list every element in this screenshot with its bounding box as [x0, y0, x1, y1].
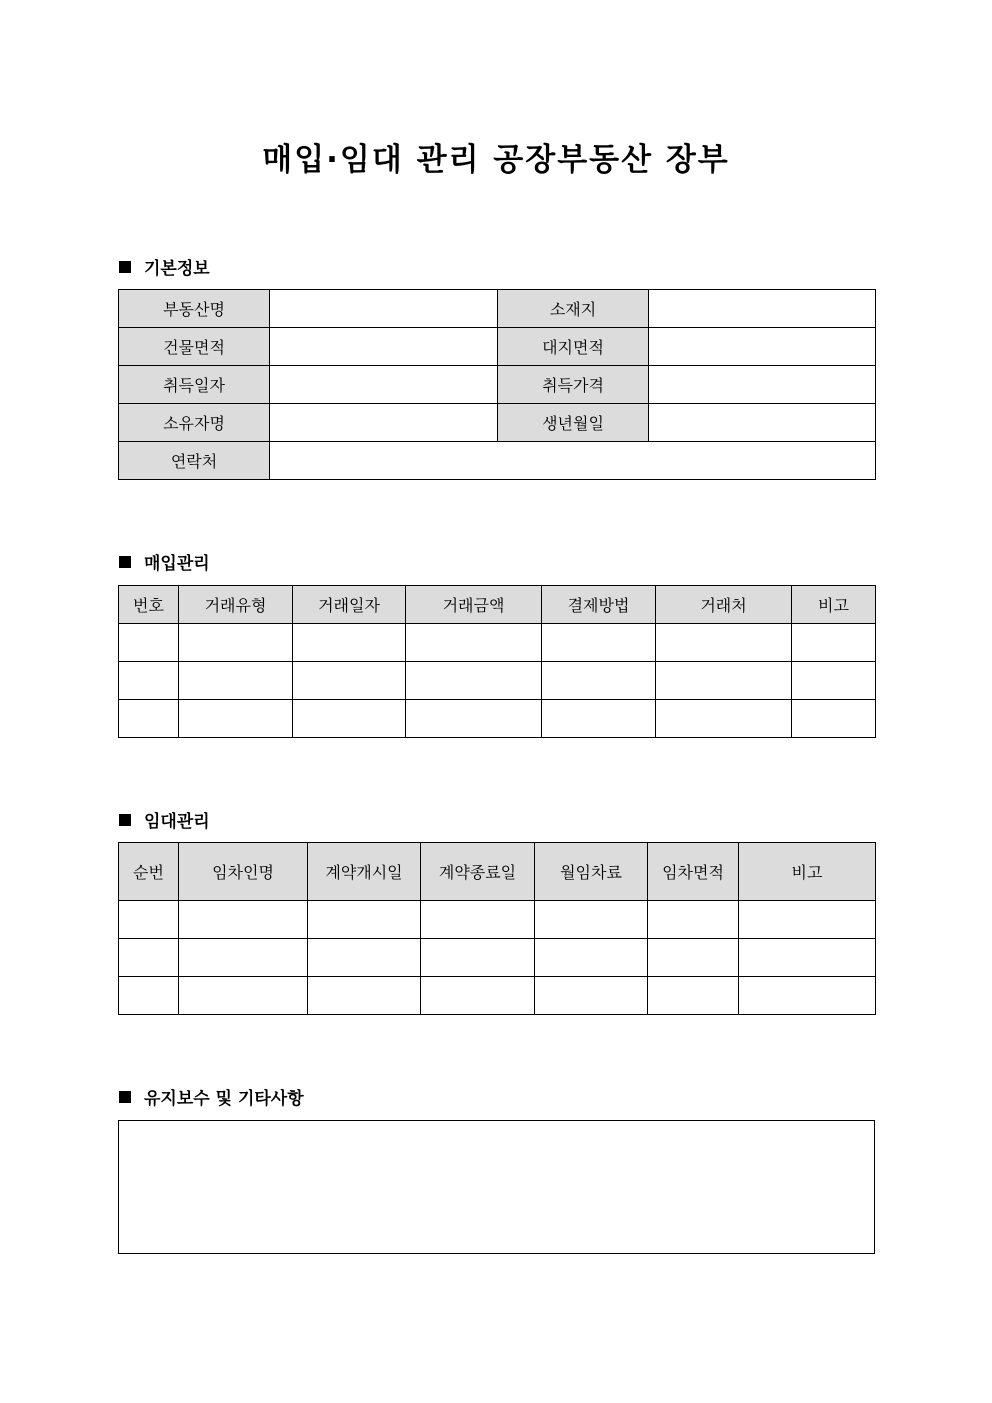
- header-cell: 거래일자: [293, 586, 406, 624]
- table-cell[interactable]: [406, 624, 542, 662]
- label-contact: 연락처: [119, 442, 270, 480]
- table-cell[interactable]: [542, 700, 656, 738]
- header-cell: 계약개시일: [308, 843, 421, 901]
- section-title-lease: [119, 807, 210, 832]
- header-cell: 거래유형: [179, 586, 293, 624]
- table-cell[interactable]: [293, 700, 406, 738]
- table-cell[interactable]: [406, 662, 542, 700]
- table-cell[interactable]: [648, 977, 739, 1015]
- table-cell[interactable]: [792, 700, 876, 738]
- section-label: 임대관리: [144, 812, 210, 832]
- table-cell[interactable]: [119, 662, 179, 700]
- header-cell: 임차인명: [179, 843, 308, 901]
- field-property-name[interactable]: [270, 290, 498, 328]
- table-cell[interactable]: [293, 624, 406, 662]
- table-cell[interactable]: [542, 662, 656, 700]
- field-acquisition-price[interactable]: [649, 366, 876, 404]
- table-row: [119, 901, 876, 939]
- label-acquisition-date: 취득일자: [119, 366, 270, 404]
- table-cell[interactable]: [179, 901, 308, 939]
- table-row: [119, 977, 876, 1015]
- table-cell[interactable]: [535, 977, 648, 1015]
- table-cell[interactable]: [792, 662, 876, 700]
- square-bullet-icon: [119, 261, 131, 273]
- section-title-maintenance: [119, 1084, 304, 1109]
- table-cell[interactable]: [656, 624, 792, 662]
- table-row: [119, 939, 876, 977]
- table-cell[interactable]: [308, 939, 421, 977]
- square-bullet-icon: [119, 814, 131, 826]
- table-row: [119, 700, 876, 738]
- header-cell: 거래금액: [406, 586, 542, 624]
- field-building-area[interactable]: [270, 328, 498, 366]
- table-cell[interactable]: [739, 901, 876, 939]
- table-cell[interactable]: [656, 700, 792, 738]
- table-cell[interactable]: [179, 700, 293, 738]
- table-cell[interactable]: [739, 977, 876, 1015]
- table-cell[interactable]: [535, 901, 648, 939]
- table-cell[interactable]: [406, 700, 542, 738]
- label-property-name: 부동산명: [119, 290, 270, 328]
- table-cell[interactable]: [656, 662, 792, 700]
- purchase-table: [118, 585, 876, 738]
- section-label: 유지보수 및 기타사항: [144, 1089, 304, 1109]
- section-label: 매입관리: [144, 554, 210, 574]
- table-cell[interactable]: [119, 939, 179, 977]
- table-cell[interactable]: [421, 901, 535, 939]
- label-birth-date: 생년월일: [498, 404, 649, 442]
- table-cell[interactable]: [293, 662, 406, 700]
- header-cell: 비고: [739, 843, 876, 901]
- header-cell: 거래처: [656, 586, 792, 624]
- section-title-purchase: [119, 549, 210, 574]
- header-cell: 순번: [119, 843, 179, 901]
- lease-table: [118, 842, 876, 1015]
- table-cell[interactable]: [119, 977, 179, 1015]
- table-cell[interactable]: [648, 901, 739, 939]
- table-cell[interactable]: [179, 662, 293, 700]
- maintenance-notes-box[interactable]: [118, 1120, 875, 1254]
- header-cell: 비고: [792, 586, 876, 624]
- table-cell[interactable]: [535, 939, 648, 977]
- label-acquisition-price: 취득가격: [498, 366, 649, 404]
- table-row: [119, 662, 876, 700]
- label-land-area: 대지면적: [498, 328, 649, 366]
- field-birth-date[interactable]: [649, 404, 876, 442]
- table-cell[interactable]: [308, 977, 421, 1015]
- table-cell[interactable]: [421, 977, 535, 1015]
- table-cell[interactable]: [421, 939, 535, 977]
- table-cell[interactable]: [648, 939, 739, 977]
- field-acquisition-date[interactable]: [270, 366, 498, 404]
- field-contact[interactable]: [270, 442, 876, 480]
- table-cell[interactable]: [119, 624, 179, 662]
- table-cell[interactable]: [308, 901, 421, 939]
- table-cell[interactable]: [179, 977, 308, 1015]
- section-title-basic: [119, 254, 210, 279]
- field-location[interactable]: [649, 290, 876, 328]
- table-cell[interactable]: [792, 624, 876, 662]
- square-bullet-icon: [119, 556, 131, 568]
- label-building-area: 건물면적: [119, 328, 270, 366]
- field-land-area[interactable]: [649, 328, 876, 366]
- table-cell[interactable]: [179, 624, 293, 662]
- table-cell[interactable]: [179, 939, 308, 977]
- label-location: 소재지: [498, 290, 649, 328]
- table-row: [119, 624, 876, 662]
- label-owner-name: 소유자명: [119, 404, 270, 442]
- table-cell[interactable]: [739, 939, 876, 977]
- section-label: 기본정보: [144, 259, 210, 279]
- header-cell: 계약종료일: [421, 843, 535, 901]
- table-cell[interactable]: [119, 700, 179, 738]
- table-cell[interactable]: [542, 624, 656, 662]
- table-cell[interactable]: [119, 901, 179, 939]
- basic-info-table: [118, 289, 876, 480]
- header-cell: 결제방법: [542, 586, 656, 624]
- header-cell: 번호: [119, 586, 179, 624]
- square-bullet-icon: [119, 1091, 131, 1103]
- field-owner-name[interactable]: [270, 404, 498, 442]
- page-title: 매입·임대 관리 공장부동산 장부: [262, 142, 730, 178]
- header-cell: 임차면적: [648, 843, 739, 901]
- header-cell: 월임차료: [535, 843, 648, 901]
